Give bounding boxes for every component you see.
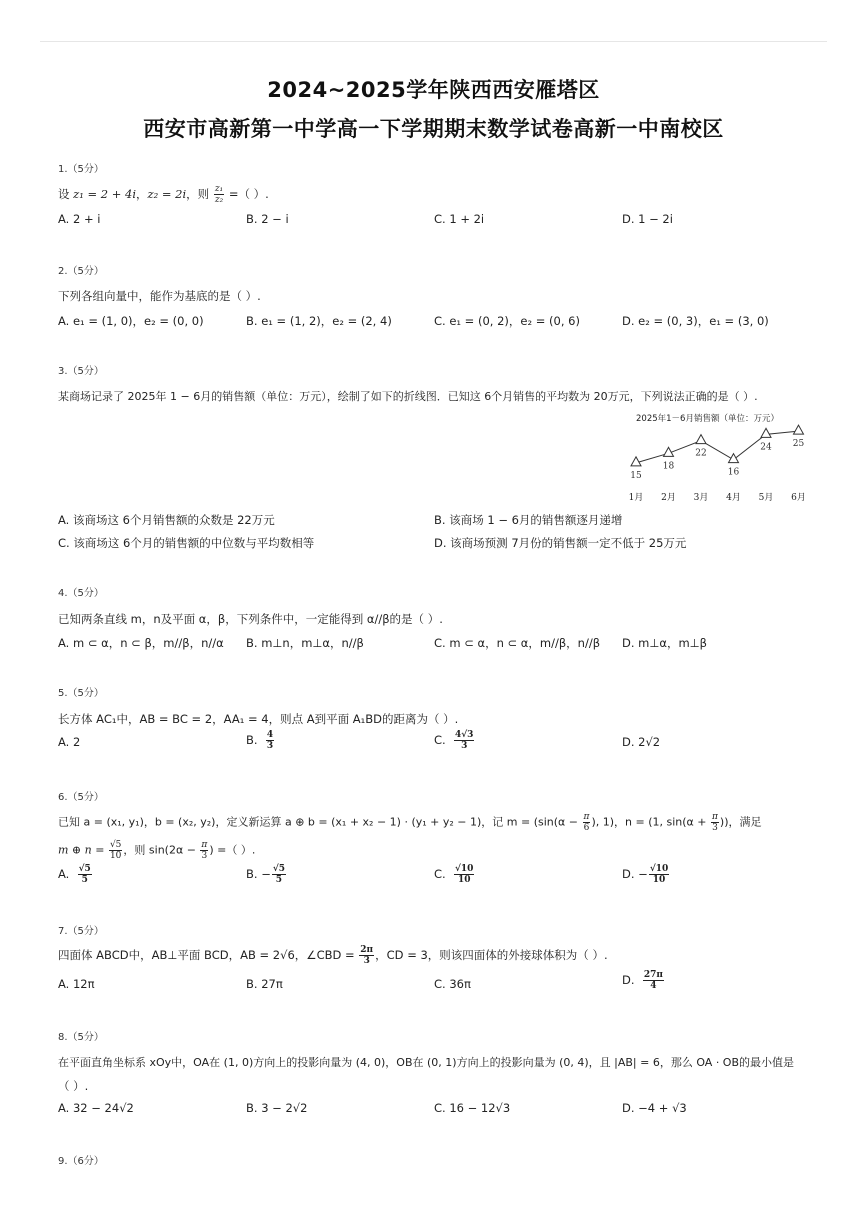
exam-title-line2: 西安市高新第一中学高一下学期期末数学试卷高新一中南校区 — [143, 117, 724, 141]
x-tick-label: 3月 — [693, 493, 709, 503]
sales-line-chart — [620, 420, 820, 510]
q2-option-c[interactable]: C. e₁ = (0, 2)，e₂ = (0, 6) — [434, 314, 580, 328]
q8-option-c[interactable]: C. 16 − 12√3 — [434, 1101, 511, 1115]
q7-number: 7.（5分） — [58, 926, 104, 937]
q7-option-c[interactable]: C. 36π — [434, 977, 471, 991]
x-tick-label: 4月 — [726, 493, 741, 503]
q3-stem: 某商场记录了 2025年 1 − 6月的销售额（单位：万元），绘制了如下的折线图．已知这 6个月销售的平均数为 20万元，下列说法正确的是（ ）. — [58, 390, 758, 403]
q3-option-a[interactable]: A. 该商场这 6个月销售额的众数是 22万元 — [58, 513, 275, 527]
q6-option-c[interactable]: C. $\frac{√10}{10}$ — [434, 864, 474, 885]
data-label: 22 — [695, 448, 707, 459]
top-divider — [40, 41, 827, 42]
q4-option-d[interactable]: D. m⊥α，m⊥β — [622, 636, 708, 650]
x-tick-label: 1月 — [628, 493, 644, 503]
q6-option-d[interactable]: D. − $\frac{√10}{10}$ — [622, 864, 669, 885]
q2-stem: 下列各组向量中，能作为基底的是（ ）. — [58, 289, 261, 303]
q1-option-c[interactable]: C. 1 + 2i — [434, 212, 485, 226]
series-line — [636, 431, 799, 463]
q1-option-a[interactable]: A. 2 + i — [58, 212, 101, 226]
q5-number: 5.（5分） — [58, 688, 104, 699]
q7-stem: 四面体 ABCD中，AB⊥平面 BCD，AB = 2√6，∠CBD = $\frac{2\pi}{3}$ ，CD = 3，则该四面体的外接球体积为（ ）. — [58, 945, 608, 966]
q6-number: 6.（5分） — [58, 792, 104, 803]
q8-number: 8.（5分） — [58, 1032, 104, 1043]
chart-title: 2025年1－6月销售额（单位：万元） — [636, 414, 779, 424]
data-point-marker — [696, 435, 706, 444]
q8-stem-cont: （ ）. — [58, 1079, 89, 1093]
q8-option-d[interactable]: D. −4 + √3 — [622, 1101, 687, 1115]
q4-option-b[interactable]: B. m⊥n，m⊥α，n//β — [246, 636, 364, 650]
q1-stem: 设 z₁ = 2 + 4i，z₂ = 2i，则 $\frac{\text{z₁}}{\text{z₂}}$ =（ ）. — [58, 184, 269, 205]
q7-option-a[interactable]: A. 12π — [58, 977, 95, 991]
data-label: 18 — [662, 461, 675, 472]
q6-option-b[interactable]: B. − $\frac{√5}{5}$ — [246, 864, 286, 885]
q7-option-b[interactable]: B. 27π — [246, 977, 283, 991]
q5-option-c[interactable]: C. $\frac{4√3}{3}$ — [434, 730, 474, 751]
q9-number: 9.（6分） — [58, 1156, 104, 1167]
data-point-marker — [761, 428, 771, 437]
q1-option-d[interactable]: D. 1 − 2i — [622, 212, 673, 226]
q4-stem: 已知两条直线 m，n及平面 α，β，下列条件中，一定能得到 α//β的是（ ）. — [58, 612, 443, 626]
exam-title-line1: 2024~2025学年陕西西安雁塔区 — [267, 78, 600, 102]
q3-option-c[interactable]: C. 该商场这 6个月的销售额的中位数与平均数相等 — [58, 536, 315, 550]
q8-option-a[interactable]: A. 32 − 24√2 — [58, 1101, 134, 1115]
x-tick-label: 2月 — [661, 493, 676, 503]
data-label: 16 — [727, 467, 740, 478]
q8-stem: 在平面直角坐标系 xOy中，OA在 (1, 0)方向上的投影向量为 (4, 0)，OB在 (0, 1)方向上的投影向量为 (0, 4)，且 |AB| = 6，那么 OA · OB的最小值是 — [58, 1056, 795, 1069]
q1-number: 1.（5分） — [58, 164, 104, 175]
q6-stem-line1: 已知 a = (x₁, y₁)，b = (x₂, y₂)，定义新运算 a ⊕ b = (x₁ + x₂ − 1) · (y₁ + y₂ − 1)，记 m = (sin(α − $\frac{\pi}{6}$ ), 1)，n = (1, sin(α + $\frac{\pi}{3}$ ))，满足 — [58, 812, 762, 833]
q5-stem: 长方体 AC₁中，AB = BC = 2，AA₁ = 4，则点 A到平面 A₁BD的距离为（ ）. — [58, 712, 459, 726]
q1-option-b[interactable]: B. 2 − i — [246, 212, 289, 226]
q8-option-b[interactable]: B. 3 − 2√2 — [246, 1101, 308, 1115]
data-label: 15 — [630, 470, 642, 481]
q5-option-b[interactable]: B. $\frac{4}{3}$ — [246, 730, 274, 751]
q4-option-c[interactable]: C. m ⊂ α，n ⊂ α，m//β，n//β — [434, 636, 601, 650]
q4-option-a[interactable]: A. m ⊂ α，n ⊂ β，m//β，n//α — [58, 636, 224, 650]
q3-option-d[interactable]: D. 该商场预测 7月份的销售额一定不低于 25万元 — [434, 536, 687, 550]
q6-option-a[interactable]: A. $\frac{√5}{5}$ — [58, 864, 91, 885]
q2-number: 2.（5分） — [58, 266, 104, 277]
data-label: 25 — [792, 439, 805, 450]
q3-option-b[interactable]: B. 该商场 1 − 6月的销售额逐月递增 — [434, 513, 623, 527]
x-tick-label: 6月 — [791, 493, 806, 503]
data-label: 24 — [760, 442, 772, 453]
q7-option-d[interactable]: D. $\frac{27\pi}{4}$ — [622, 970, 663, 991]
q2-option-b[interactable]: B. e₁ = (1, 2)，e₂ = (2, 4) — [246, 314, 392, 328]
q2-option-d[interactable]: D. e₂ = (0, 3)，e₁ = (3, 0) — [622, 314, 769, 328]
q6-stem-line2: m ⊕ n = $\frac{√5}{10}$ ，则 sin(2α − $\frac{\pi}{3}$ ) =（ ）. — [58, 840, 256, 861]
q2-option-a[interactable]: A. e₁ = (1, 0)，e₂ = (0, 0) — [58, 314, 204, 328]
q5-option-d[interactable]: D. 2√2 — [622, 735, 661, 749]
data-point-marker — [794, 425, 804, 434]
q4-number: 4.（5分） — [58, 588, 104, 599]
x-tick-label: 5月 — [758, 493, 774, 503]
q5-option-a[interactable]: A. 2 — [58, 735, 81, 749]
q3-number: 3.（5分） — [58, 366, 104, 377]
